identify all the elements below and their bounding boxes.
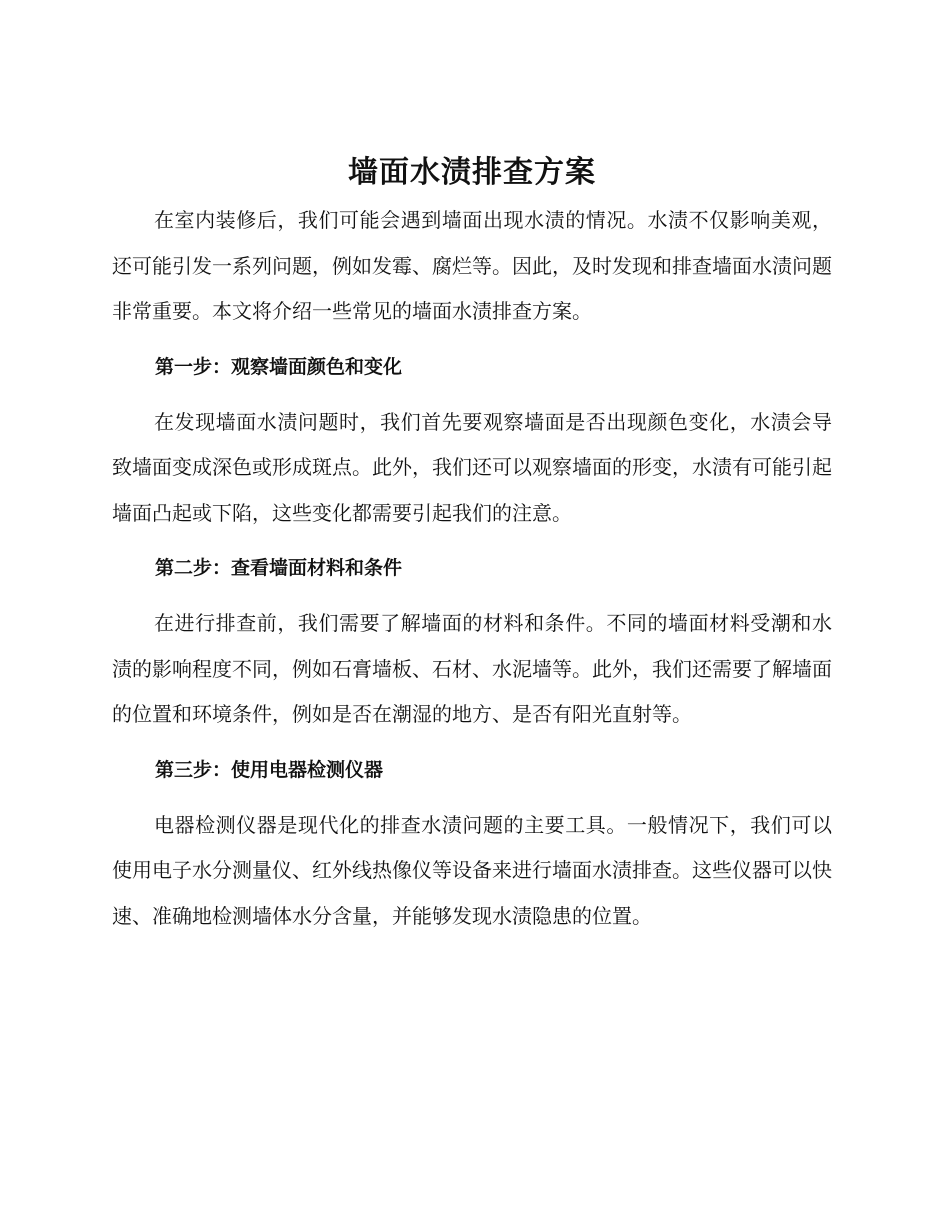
section-step-2: [112, 536, 832, 738]
section-paragraph: 电器检测仪器是现代化的排查水渍问题的主要工具。一般情况下，我们可以使用电子水分测量仪、红外线热像仪等设备来进行墙面水渍排查。这些仪器可以快速、准确地检测墙体水分含量，并能够发现水渍隐患的位置。: [112, 812, 832, 928]
intro-paragraph: 在室内装修后，我们可能会遇到墙面出现水渍的情况。水渍不仅影响美观，还可能引发一系列问题，例如发霉、腐烂等。因此，及时发现和排查墙面水渍问题非常重要。本文将介绍一些常见的墙面水渍排查方案。: [112, 208, 832, 323]
section-paragraph: 在进行排查前，我们需要了解墙面的材料和条件。不同的墙面材料受潮和水渍的影响程度不同，例如石膏墙板、石材、水泥墙等。此外，我们还需要了解墙面的位置和环境条件，例如是否在潮湿的地方、是否有阳光直射等。: [112, 611, 832, 726]
document-title: 墙面水渍排查方案: [348, 155, 596, 190]
section-step-1: [112, 335, 832, 537]
section-heading: 第二步：查看墙面材料和条件: [155, 557, 403, 579]
document-page: [112, 148, 832, 939]
section-paragraph: 在发现墙面水渍问题时，我们首先要观察墙面是否出现颜色变化，水渍会导致墙面变成深色或形成斑点。此外，我们还可以观察墙面的形变，水渍有可能引起墙面凸起或下陷，这些变化都需要引起我们的注意。: [112, 409, 832, 525]
section-heading: 第三步：使用电器检测仪器: [155, 758, 384, 781]
section-step-3: [112, 738, 832, 940]
section-heading: 第一步：观察墙面颜色和变化: [155, 355, 403, 378]
